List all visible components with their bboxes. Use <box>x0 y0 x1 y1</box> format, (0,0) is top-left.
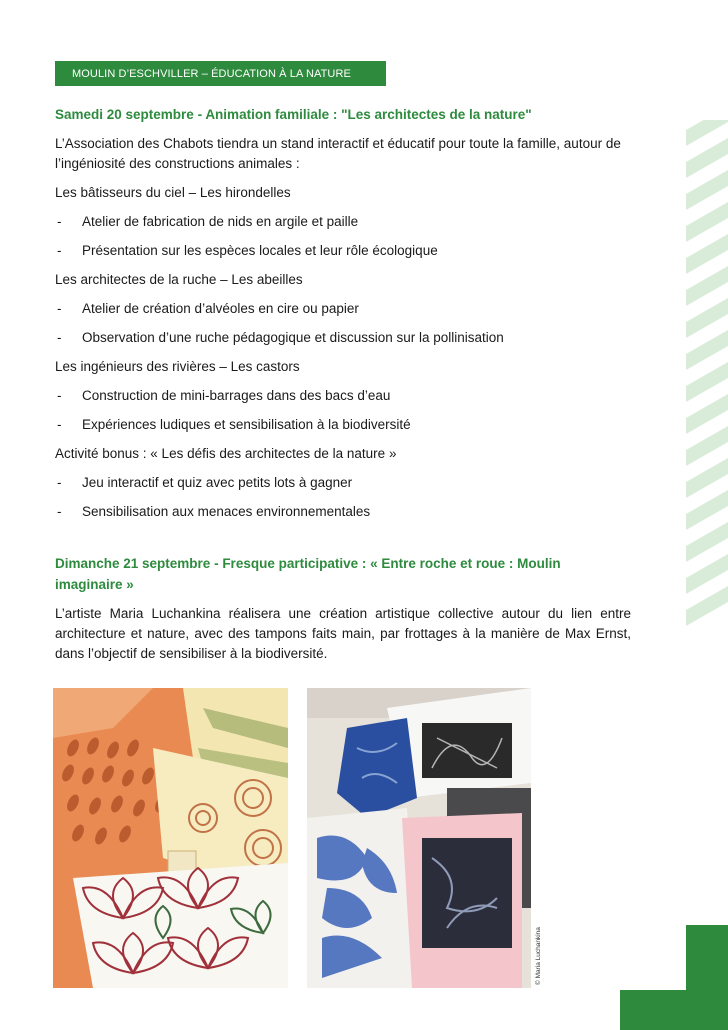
list-item: - Jeu interactif et quiz avec petits lots à gagner <box>55 473 631 493</box>
saturday-intro: L’Association des Chabots tiendra un stand interactif et éducatif pour toute la famille, autour de l’ingéniosité des constructions animales : <box>55 136 621 171</box>
section-title-bees: Les architectes de la ruche – Les abeilles <box>55 272 303 287</box>
sunday-body: L’artiste Maria Luchankina réalisera une création artistique collective autour du lien entre architecture et nature, avec des tampons faits main, par frottages à la manière de Max Ernst, dans l’objectif de sensibiliser à la biodiversité. <box>55 606 631 661</box>
list-item: - Présentation sur les espèces locales et leur rôle écologique <box>55 241 631 261</box>
list-item: - Observation d’une ruche pédagogique et discussion sur la pollinisation <box>55 328 631 348</box>
list-item: - Atelier de fabrication de nids en argile et paille <box>55 212 631 232</box>
sunday-heading: Dimanche 21 septembre - Fresque participative : « Entre roche et roue : Moulin imaginaire » <box>55 556 561 592</box>
section-badge: MOULIN D’ESCHVILLER – ÉDUCATION À LA NATURE <box>55 61 386 86</box>
list-item: - Construction de mini-barrages dans des bacs d’eau <box>55 386 631 406</box>
list-item: - Expériences ludiques et sensibilisation à la biodiversité <box>55 415 631 435</box>
section-title-bonus: Activité bonus : « Les défis des architectes de la nature » <box>55 446 397 461</box>
list-item: - Sensibilisation aux menaces environnementales <box>55 502 631 522</box>
section-title-swallows: Les bâtisseurs du ciel – Les hirondelles <box>55 185 291 200</box>
saturday-heading: Samedi 20 septembre - Animation familiale : "Les architectes de la nature" <box>55 107 532 122</box>
section-title-beavers: Les ingénieurs des rivières – Les castors <box>55 359 300 374</box>
list-item: - Atelier de création d’alvéoles en cire ou papier <box>55 299 631 319</box>
photo-credit: © Maria Luchankina <box>535 927 542 985</box>
